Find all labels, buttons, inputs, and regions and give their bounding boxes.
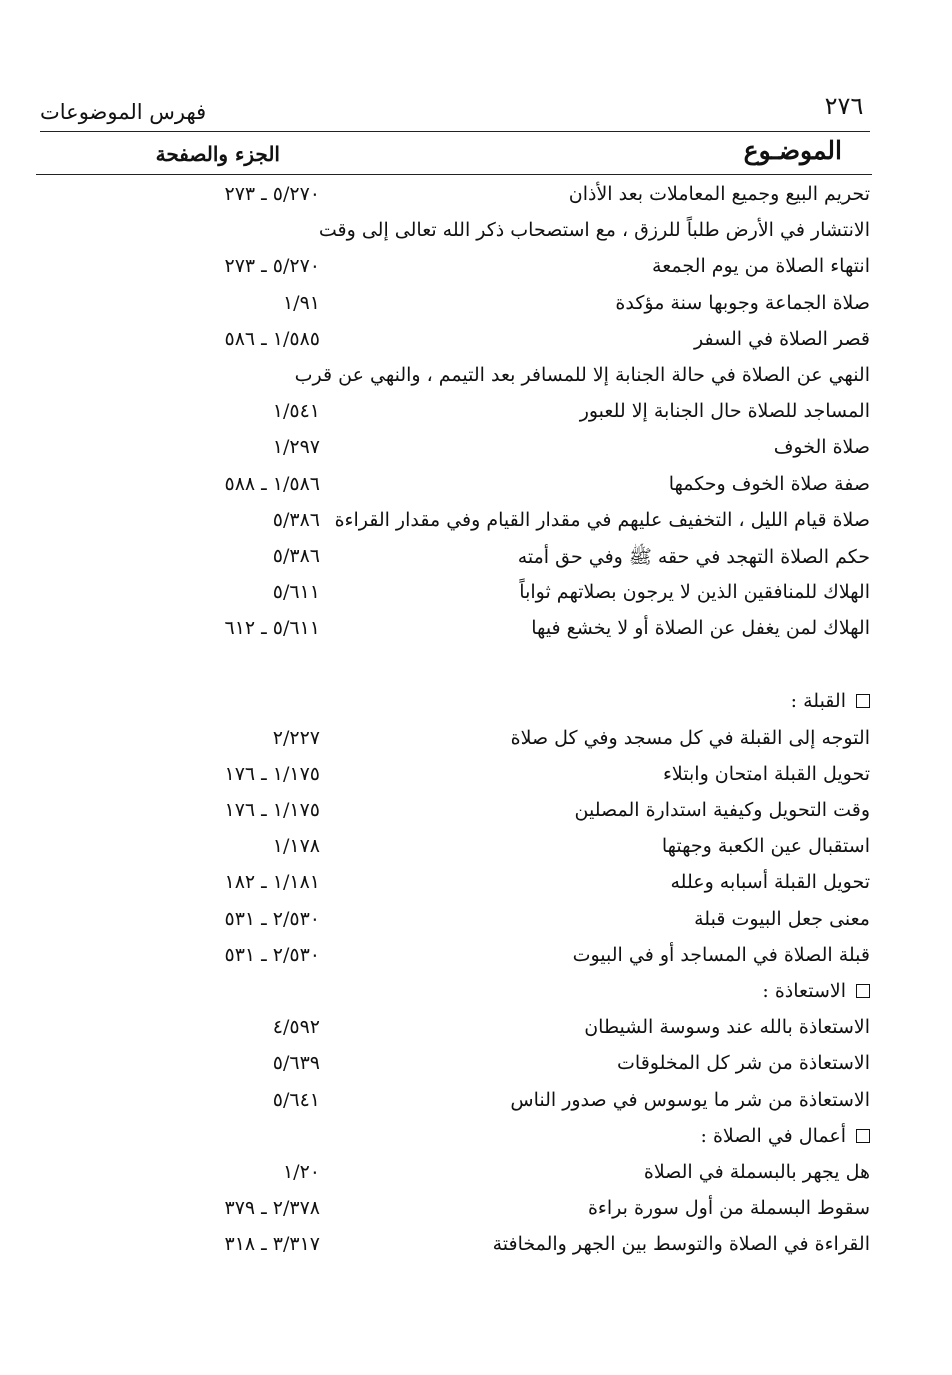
entry-volume-page: ١/٩١ bbox=[282, 291, 320, 314]
reference-column-header: الجزء والصفحة bbox=[155, 142, 280, 166]
entry-topic bbox=[310, 799, 870, 821]
index-entry bbox=[40, 905, 870, 941]
entry-topic bbox=[310, 1052, 870, 1074]
entry-topic-text: صلاة قيام الليل ، التخفيف عليهم في مقدار القيام وفي مقدار القراءة bbox=[334, 508, 870, 531]
index-entry bbox=[40, 397, 870, 433]
entry-volume-page: ٤/٥٩٢ bbox=[272, 1016, 320, 1039]
section-heading bbox=[40, 977, 870, 1013]
table-header-rule bbox=[36, 174, 872, 175]
entry-topic bbox=[310, 183, 870, 205]
section-heading-label bbox=[310, 980, 870, 1002]
section-heading-label bbox=[310, 1125, 870, 1147]
entry-topic-text: صلاة الخوف bbox=[773, 436, 870, 459]
entry-volume-page: ٥/٦١١ ـ ٦١٢ bbox=[224, 617, 320, 640]
entry-volume-page: ٥/٣٨٦ bbox=[272, 544, 320, 567]
section-heading bbox=[40, 687, 870, 723]
entry-topic bbox=[310, 1016, 870, 1038]
entry-volume-page: ١/١٨١ ـ ١٨٢ bbox=[224, 871, 320, 894]
index-entry bbox=[40, 1013, 870, 1049]
entry-topic-text: قصر الصلاة في السفر bbox=[693, 327, 870, 350]
entry-topic-text: الانتشار في الأرض طلباً للرزق ، مع استصحاب ذكر الله تعالى إلى وقت bbox=[318, 219, 870, 242]
entry-topic bbox=[310, 219, 870, 241]
index-entry bbox=[40, 724, 870, 760]
entry-topic-text: وقت التحويل وكيفية استدارة المصلين bbox=[574, 799, 870, 821]
index-entry bbox=[40, 1230, 870, 1266]
square-bullet-icon bbox=[856, 1129, 870, 1143]
entry-topic-text: الهلاك للمنافقين الذين لا يرجون بصلاتهم ثواباً bbox=[519, 581, 870, 604]
entry-topic-text: حكم الصلاة التهجد في حقه ﷺ وفي حق أمته bbox=[517, 545, 870, 568]
entry-topic-text: قبلة الصلاة في المساجد أو في البيوت bbox=[572, 943, 870, 966]
entry-topic-text: تحويل القبلة امتحان وابتلاء bbox=[663, 762, 870, 785]
entry-volume-page: ١/١٧٨ bbox=[272, 835, 320, 858]
entry-topic-text: الاستعاذة من شر كل المخلوقات bbox=[617, 1052, 870, 1075]
index-entry bbox=[40, 542, 870, 578]
entry-volume-page: ١/١٧٥ ـ ١٧٦ bbox=[224, 799, 320, 821]
topic-column-header: الموضـوع bbox=[743, 136, 842, 165]
entry-topic-text: معنى جعل البيوت قبلة bbox=[694, 907, 870, 930]
index-entry bbox=[40, 325, 870, 361]
index-entry bbox=[40, 289, 870, 325]
index-entry bbox=[40, 578, 870, 614]
index-entry bbox=[40, 361, 870, 397]
entry-topic bbox=[310, 400, 870, 422]
entry-topic bbox=[310, 944, 870, 966]
entry-volume-page: ٢/٥٣٠ ـ ٥٣١ bbox=[224, 943, 320, 966]
entry-topic bbox=[310, 1161, 870, 1183]
entry-topic bbox=[310, 835, 870, 857]
index-entry bbox=[40, 1158, 870, 1194]
entry-topic-text: انتهاء الصلاة من يوم الجمعة bbox=[652, 255, 870, 278]
header-rule bbox=[40, 131, 870, 132]
entry-topic-text: سقوط البسملة من أول سورة براءة bbox=[587, 1197, 870, 1220]
entry-topic-text: القراءة في الصلاة والتوسط بين الجهر والمخافتة bbox=[492, 1233, 870, 1256]
entry-volume-page: ١/٥٨٥ ـ ٥٨٦ bbox=[224, 327, 320, 350]
entry-topic-text: تحريم البيع وجميع المعاملات بعد الأذان bbox=[568, 183, 870, 205]
entry-volume-page: ٥/٦٣٩ bbox=[272, 1052, 320, 1075]
section-heading bbox=[40, 1122, 870, 1158]
running-title: فهرس الموضوعات bbox=[40, 100, 207, 124]
index-entry bbox=[40, 1194, 870, 1230]
entry-volume-page: ٥/٦١١ bbox=[272, 581, 320, 604]
entry-volume-page: ٥/٣٨٦ bbox=[272, 508, 320, 531]
entry-topic-text: هل يجهر بالبسملة في الصلاة bbox=[643, 1160, 870, 1183]
index-entry bbox=[40, 252, 870, 288]
entry-topic-text: الاستعاذة من شر ما يوسوس في صدور الناس bbox=[510, 1088, 870, 1111]
index-entry bbox=[40, 796, 870, 832]
index-entry bbox=[40, 433, 870, 469]
index-entries bbox=[40, 180, 870, 1266]
entry-topic bbox=[310, 292, 870, 314]
entry-topic-text: القبلة : bbox=[790, 690, 846, 713]
entry-topic bbox=[310, 1089, 870, 1111]
entry-topic bbox=[310, 1233, 870, 1255]
page-number: ٢٧٦ bbox=[824, 92, 864, 120]
entry-volume-page: ٣/٣١٧ ـ ٣١٨ bbox=[224, 1233, 320, 1256]
entry-topic bbox=[310, 255, 870, 277]
index-entry bbox=[40, 868, 870, 904]
entry-topic bbox=[310, 727, 870, 749]
square-bullet-icon bbox=[856, 984, 870, 998]
entry-topic-text: استقبال عين الكعبة وجهتها bbox=[661, 835, 870, 858]
entry-topic-text: تحويل القبلة أسبابه وعلله bbox=[670, 871, 870, 894]
entry-topic-text: المساجد للصلاة حال الجنابة إلا للعبور bbox=[579, 400, 870, 423]
index-entry bbox=[40, 941, 870, 977]
entry-volume-page: ٢/٢٢٧ bbox=[272, 726, 320, 749]
index-entry bbox=[40, 506, 870, 542]
entry-volume-page: ٢/٥٣٠ ـ ٥٣١ bbox=[224, 907, 320, 930]
entry-topic-text: الاستعاذة بالله عند وسوسة الشيطان bbox=[584, 1016, 870, 1039]
spacer bbox=[40, 650, 870, 687]
entry-topic-text: النهي عن الصلاة في حالة الجنابة إلا للمسافر بعد التيمم ، والنهي عن قرب bbox=[294, 363, 870, 386]
entry-volume-page: ١/٥٨٦ ـ ٥٨٨ bbox=[224, 472, 320, 495]
entry-topic bbox=[310, 908, 870, 930]
index-entry bbox=[40, 760, 870, 796]
entry-volume-page: ٥/٦٤١ bbox=[272, 1088, 320, 1111]
entry-topic bbox=[310, 545, 870, 573]
entry-topic-text: الاستعاذة : bbox=[762, 979, 846, 1002]
entry-topic bbox=[310, 509, 870, 531]
entry-topic-text: صفة صلاة الخوف وحكمها bbox=[668, 472, 870, 495]
index-entry bbox=[40, 1049, 870, 1085]
index-entry bbox=[40, 614, 870, 650]
index-entry bbox=[40, 470, 870, 506]
entry-topic bbox=[310, 617, 870, 639]
index-entry bbox=[40, 832, 870, 868]
entry-volume-page: ٥/٢٧٠ ـ ٢٧٣ bbox=[224, 255, 320, 278]
index-entry bbox=[40, 216, 870, 252]
entry-volume-page: ١/٢٠ bbox=[282, 1160, 320, 1183]
square-bullet-icon bbox=[856, 694, 870, 708]
entry-topic bbox=[310, 871, 870, 893]
section-heading-label bbox=[310, 690, 870, 712]
entry-volume-page: ٥/٢٧٠ ـ ٢٧٣ bbox=[224, 183, 320, 205]
entry-topic-text: صلاة الجماعة وجوبها سنة مؤكدة bbox=[615, 291, 870, 314]
entry-volume-page: ١/٥٤١ bbox=[272, 400, 320, 423]
entry-topic bbox=[294, 363, 870, 386]
entry-topic bbox=[310, 473, 870, 495]
entry-volume-page: ١/١٧٥ ـ ١٧٦ bbox=[224, 762, 320, 785]
entry-topic bbox=[310, 763, 870, 785]
entry-topic bbox=[310, 328, 870, 350]
entry-topic bbox=[310, 581, 870, 603]
entry-topic-text: التوجه إلى القبلة في كل مسجد وفي كل صلاة bbox=[510, 726, 870, 749]
entry-volume-page: ٢/٣٧٨ ـ ٣٧٩ bbox=[224, 1197, 320, 1220]
entry-topic bbox=[310, 1197, 870, 1219]
index-entry bbox=[40, 1086, 870, 1122]
entry-topic-text: أعمال في الصلاة : bbox=[700, 1124, 846, 1147]
entry-topic bbox=[310, 436, 870, 458]
entry-topic-text: الهلاك لمن يغفل عن الصلاة أو لا يخشع فيها bbox=[531, 617, 870, 640]
entry-volume-page: ١/٢٩٧ bbox=[272, 436, 320, 459]
index-entry bbox=[40, 180, 870, 216]
